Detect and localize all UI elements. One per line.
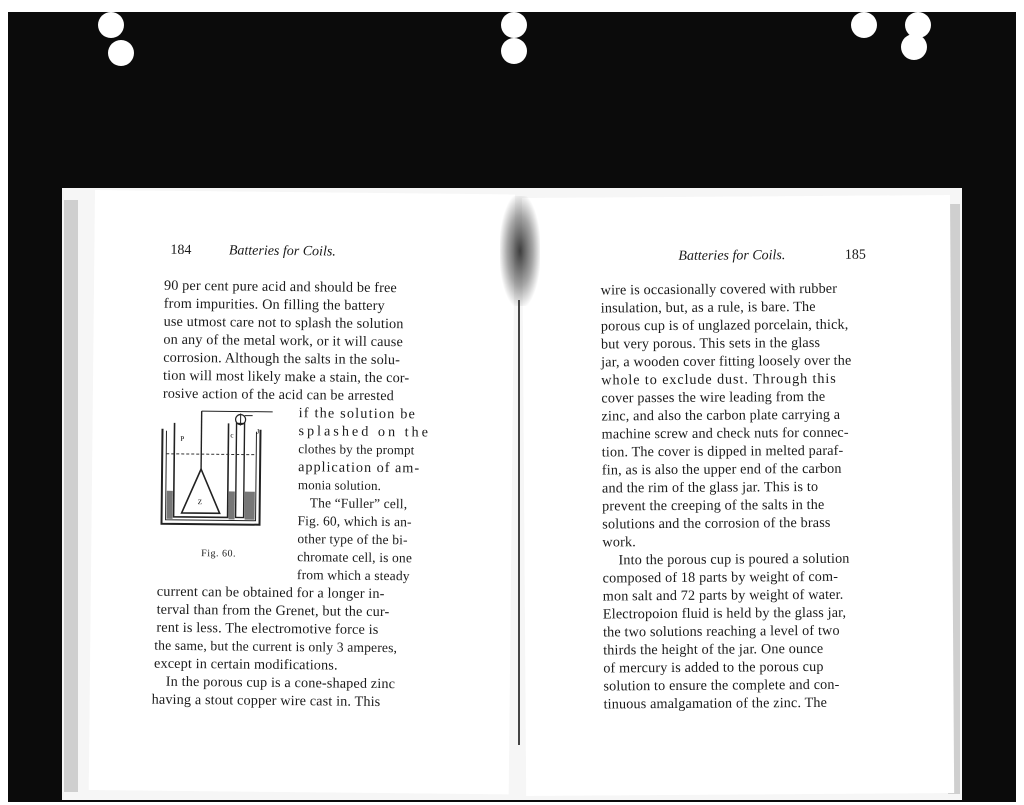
binder-hole (501, 38, 527, 64)
figure-label-p: P (180, 434, 185, 443)
text-line: wire is occasionally covered with rubber (600, 280, 838, 299)
text-line: work. (602, 534, 636, 551)
book-gutter-line (518, 300, 520, 745)
text-line: tinuous amalgamation of the zinc. The (603, 694, 828, 713)
text-line: solutions and the corrosion of the brass (602, 514, 831, 533)
text-line: current can be obtained for a longer in- (156, 583, 385, 603)
left-page (89, 190, 515, 794)
right-page-number: 185 (844, 247, 866, 263)
text-line: terval than from the Grenet, but the cur- (156, 601, 390, 621)
text-line: porous cup is of unglazed porcelain, thick, (600, 316, 849, 335)
page-edges-left (64, 200, 78, 792)
binder-hole (501, 12, 527, 38)
text-line: but very porous. This sets in the glass (600, 334, 821, 353)
text-line: Electropoion fluid is held by the glass jar, (602, 604, 847, 623)
text-line: mon salt and 72 parts by weight of water. (602, 586, 844, 605)
text-line: solution to ensure the complete and con- (603, 676, 840, 695)
text-line: on any of the metal work, or it will cause (163, 331, 404, 351)
text-line: application of am- (298, 459, 421, 477)
right-running-head (678, 248, 866, 265)
text-line: cover passes the wire leading from the (601, 388, 826, 407)
text-line: tion will most likely make a stain, the cor- (162, 367, 410, 387)
right-running-title: Batteries for Coils. (678, 248, 786, 264)
text-line: jar, a wooden cover fitting loosely over the (601, 352, 852, 371)
binder-hole (901, 34, 927, 60)
text-line: the two solutions reaching a level of two (602, 622, 840, 641)
figure-caption: Fig. 60. (201, 548, 237, 560)
text-line: use utmost care not to splash the solution (163, 313, 404, 333)
text-line: monia solution. (297, 477, 382, 494)
text-line: other type of the bi- (297, 531, 408, 548)
text-line: from impurities. On filling the battery (163, 295, 385, 315)
text-line: zinc, and also the carbon plate carrying a (601, 406, 841, 425)
binder-hole (108, 40, 134, 66)
text-line: chromate cell, is one (297, 549, 413, 566)
text-line: rosive action of the acid can be arrested (162, 385, 395, 405)
text-line: insulation, but, as a rule, is bare. The (600, 298, 816, 317)
text-line: from which a steady (296, 567, 410, 584)
book-gutter-shadow (500, 196, 540, 306)
left-page-number: 184 (170, 242, 192, 259)
right-page (522, 195, 954, 796)
text-line: The “Fuller” cell, (309, 495, 408, 512)
text-line: 90 per cent pure acid and should be free (163, 277, 397, 297)
figure-label-j: J (256, 427, 260, 436)
text-line: corrosion. Although the salts in the solu- (163, 349, 401, 369)
figure-label-z: Z (197, 498, 203, 507)
text-line: if the solution be (298, 405, 417, 423)
text-line: machine screw and check nuts for connec- (601, 424, 849, 443)
fuller-cell-diagram (151, 409, 297, 546)
text-line: splashed on the (298, 423, 432, 441)
text-line: the same, but the current is only 3 amperes, (154, 637, 398, 656)
text-line: except in certain modifications. (153, 655, 338, 674)
text-line: having a stout copper wire cast in. This (151, 691, 381, 711)
text-line: composed of 18 parts by weight of com- (602, 568, 839, 587)
text-line: prevent the creeping of the salts in the (602, 496, 825, 515)
text-line: Fig. 60, which is an- (297, 513, 412, 530)
figure-label-c: c (230, 431, 234, 440)
text-line: thirds the height of the jar. One ounce (603, 640, 824, 659)
left-running-title: Batteries for Coils. (228, 243, 336, 260)
text-line: tion. The cover is dipped in melted paraf- (601, 442, 844, 461)
text-line: Into the porous cup is poured a solution (618, 550, 850, 569)
text-line: fin, as is also the upper end of the carbon (601, 460, 842, 479)
text-line: clothes by the prompt (298, 441, 415, 458)
left-running-head (170, 243, 336, 261)
text-line: rent is less. The electromotive force is (156, 619, 379, 638)
text-line: of mercury is added to the porous cup (603, 658, 824, 677)
text-line: In the porous cup is a cone-shaped zinc (165, 673, 396, 693)
binder-hole (98, 12, 124, 38)
binder-hole (851, 12, 877, 38)
text-line: whole to exclude dust. Through this (601, 370, 837, 389)
text-line: and the rim of the glass jar. This is to (601, 478, 819, 497)
